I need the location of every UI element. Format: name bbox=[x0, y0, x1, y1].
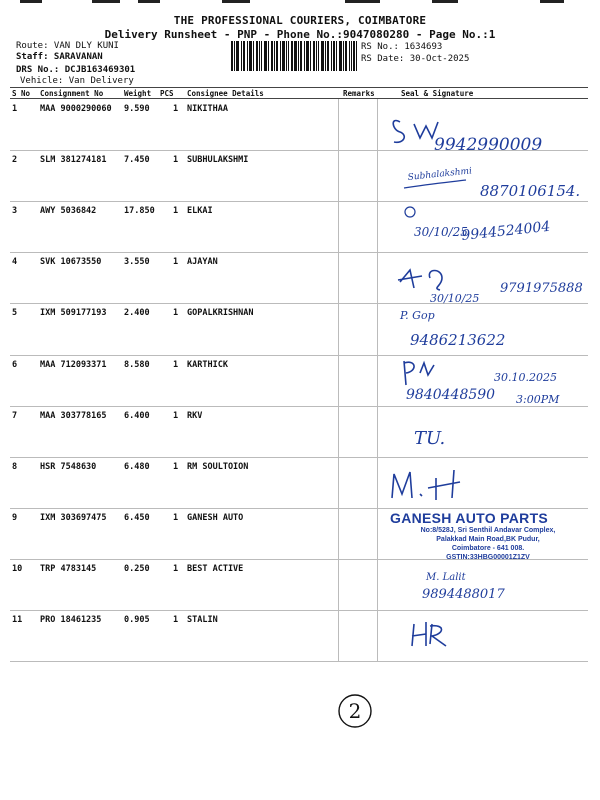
row-11-weight: 0.905 bbox=[124, 615, 150, 625]
row-9-weight: 6.450 bbox=[124, 512, 150, 523]
signature-row-7 bbox=[370, 420, 596, 454]
row-6-sno: 6 bbox=[12, 359, 18, 370]
col-header-consignee: Consignee Details bbox=[187, 89, 264, 98]
row-8-weight: 6.480 bbox=[124, 461, 150, 472]
row-1-sno: 1 bbox=[12, 104, 18, 114]
row-11-consignment: PRO 18461235 bbox=[40, 615, 102, 625]
col-header-remarks: Remarks bbox=[343, 89, 375, 98]
row-9-consignee: GANESH AUTO bbox=[187, 512, 244, 523]
row-6-consignment: MAA 712093371 bbox=[40, 359, 107, 370]
sig-phone-3: 9944524004 bbox=[460, 218, 552, 244]
row-1-weight: 9.590 bbox=[124, 104, 150, 114]
row-1-pcs: 1 bbox=[173, 104, 179, 114]
stamp-city: Coimbatore - 641 008. bbox=[451, 545, 525, 552]
row-2-weight: 7.450 bbox=[124, 155, 150, 166]
signature-row-10 bbox=[370, 566, 596, 606]
row-3-pcs: 1 bbox=[173, 206, 179, 217]
row-2-sno: 2 bbox=[12, 155, 18, 166]
col-header-weight: Weight bbox=[124, 89, 152, 98]
stamp-company-name: GANESH AUTO PARTS bbox=[390, 510, 549, 526]
sig-name-8: M.H bbox=[370, 464, 372, 465]
signature-row-3 bbox=[370, 200, 596, 250]
row-10-consignment: TRP 4783145 bbox=[40, 563, 97, 574]
table-top-rule bbox=[10, 87, 588, 88]
row-5-pcs: 1 bbox=[173, 308, 179, 319]
row-5-sno: 5 bbox=[12, 308, 18, 319]
sig-phone-2: 8870106154. bbox=[480, 182, 581, 200]
row-4-consignee: AJAYAN bbox=[187, 257, 218, 268]
col-header-consignment: Consignment No bbox=[40, 89, 104, 98]
row-divider bbox=[10, 252, 588, 253]
stamp-address-1: No:8/528J, Sri Senthil Andavar Complex, bbox=[420, 527, 556, 534]
sig-name-11: HR bbox=[370, 614, 372, 615]
sig-name-2: Subhalakshmi bbox=[407, 166, 473, 183]
col-header-sno: S No bbox=[12, 89, 31, 98]
row-11-sno: 11 bbox=[12, 615, 23, 625]
row-8-consignment: HSR 7548630 bbox=[40, 461, 97, 472]
sig-name-5: P. Gop bbox=[400, 309, 435, 322]
signature-row-6 bbox=[370, 355, 596, 407]
signature-row-2 bbox=[370, 160, 596, 204]
row-6-pcs: 1 bbox=[173, 359, 179, 370]
row-3-consignee: ELKAI bbox=[187, 206, 213, 217]
col-header-signature: Seal & Signature bbox=[401, 89, 474, 98]
row-10-sno: 10 bbox=[12, 563, 23, 574]
sig-phone-1: 9942990009 bbox=[434, 135, 543, 154]
row-7-sno: 7 bbox=[12, 410, 18, 421]
row-6-weight: 8.580 bbox=[124, 359, 150, 370]
sig-phone-5: 9486213622 bbox=[410, 331, 506, 349]
row-11-pcs: 1 bbox=[173, 615, 179, 625]
sig-name-7: TU. bbox=[414, 428, 446, 449]
signature-row-11 bbox=[370, 614, 596, 650]
row-3-sno: 3 bbox=[12, 206, 18, 217]
sig-name-3: 30/10/25 bbox=[414, 225, 468, 239]
row-5-consignee: GOPALKRISHNAN bbox=[187, 308, 254, 319]
barcode-image bbox=[231, 41, 357, 71]
vehicle-label: Vehicle: Van Delivery bbox=[20, 76, 134, 86]
row-8-sno: 8 bbox=[12, 461, 18, 472]
row-10-weight: 0.250 bbox=[124, 563, 150, 574]
signature-row-8 bbox=[370, 464, 596, 504]
row-9-pcs: 1 bbox=[173, 512, 179, 523]
row-10-pcs: 1 bbox=[173, 563, 179, 574]
sig-name-4: 30/10/25 bbox=[430, 292, 480, 305]
signature-row-5 bbox=[370, 305, 596, 353]
rs-number: RS No.: 1634693 bbox=[361, 42, 443, 52]
sig-phone-6: 9840448590 bbox=[406, 387, 496, 403]
col-header-pcs: PCS bbox=[160, 89, 174, 98]
sig-time-6: 3:00PM bbox=[516, 393, 560, 406]
row-8-consignee: RM SOULTOION bbox=[187, 461, 249, 472]
row-2-pcs: 1 bbox=[173, 155, 179, 166]
row-6-consignee: KARTHICK bbox=[187, 359, 228, 370]
row-7-weight: 6.400 bbox=[124, 410, 150, 421]
row-4-sno: 4 bbox=[12, 257, 18, 268]
row-2-consignee: SUBHULAKSHMI bbox=[187, 155, 249, 166]
row-10-consignee: BEST ACTIVE bbox=[187, 563, 244, 574]
row-3-consignment: AWY 5036842 bbox=[40, 206, 97, 217]
staff-label: Staff: SARAVANAN bbox=[16, 52, 103, 62]
row-2-consignment: SLM 381274181 bbox=[40, 155, 107, 166]
sig-phone-4: 9791975888 bbox=[500, 281, 583, 296]
route-label: Route: VAN DLY KUNI bbox=[16, 41, 119, 51]
drs-number: DRS No.: DCJB163469301 bbox=[16, 65, 136, 75]
row-7-consignee: RKV bbox=[187, 410, 203, 421]
row-divider bbox=[10, 661, 588, 662]
sig-date-6: 30.10.2025 bbox=[494, 371, 557, 384]
row-4-pcs: 1 bbox=[173, 257, 179, 268]
row-divider bbox=[10, 610, 588, 611]
row-5-consignment: IXM 509177193 bbox=[40, 308, 107, 319]
row-4-consignment: SVK 10673550 bbox=[40, 257, 102, 268]
signature-row-1 bbox=[370, 108, 596, 154]
sig-phone-10: 9894488017 bbox=[422, 587, 505, 602]
company-stamp bbox=[390, 510, 586, 562]
row-7-consignment: MAA 303778165 bbox=[40, 410, 107, 421]
runsheet-subtitle: Delivery Runsheet - PNP - Phone No.:9047080280 - Page No.:1 bbox=[104, 28, 496, 41]
row-9-consignment: IXM 303697475 bbox=[40, 512, 107, 523]
stamp-address-2: Palakkad Main Road,BK Pudur, bbox=[436, 536, 540, 543]
row-divider bbox=[10, 508, 588, 509]
company-title: THE PROFESSIONAL COURIERS, COIMBATORE bbox=[173, 14, 427, 27]
remarks-column-border bbox=[338, 99, 339, 661]
row-4-weight: 3.550 bbox=[124, 257, 150, 268]
row-11-consignee: STALIN bbox=[187, 615, 218, 625]
row-1-consignment: MAA 9000290060 bbox=[40, 104, 112, 114]
row-9-sno: 9 bbox=[12, 512, 18, 523]
row-3-weight: 17.850 bbox=[124, 206, 155, 217]
page-mark-text: 2 bbox=[348, 699, 362, 723]
row-7-pcs: 1 bbox=[173, 410, 179, 421]
top-edge-marks bbox=[0, 0, 600, 4]
row-5-weight: 2.400 bbox=[124, 308, 150, 319]
signature-row-4 bbox=[370, 262, 596, 308]
row-divider bbox=[10, 457, 588, 458]
sig-name-10: M. Lalit bbox=[426, 572, 466, 583]
table-header-rule bbox=[10, 98, 588, 99]
rs-date: RS Date: 30-Oct-2025 bbox=[361, 54, 470, 64]
row-1-consignee: NIKITHAA bbox=[187, 104, 228, 114]
row-8-pcs: 1 bbox=[173, 461, 179, 472]
page-number-mark bbox=[336, 692, 374, 730]
stamp-gstin: GSTIN:33HBG00001Z1ZV bbox=[446, 554, 530, 561]
